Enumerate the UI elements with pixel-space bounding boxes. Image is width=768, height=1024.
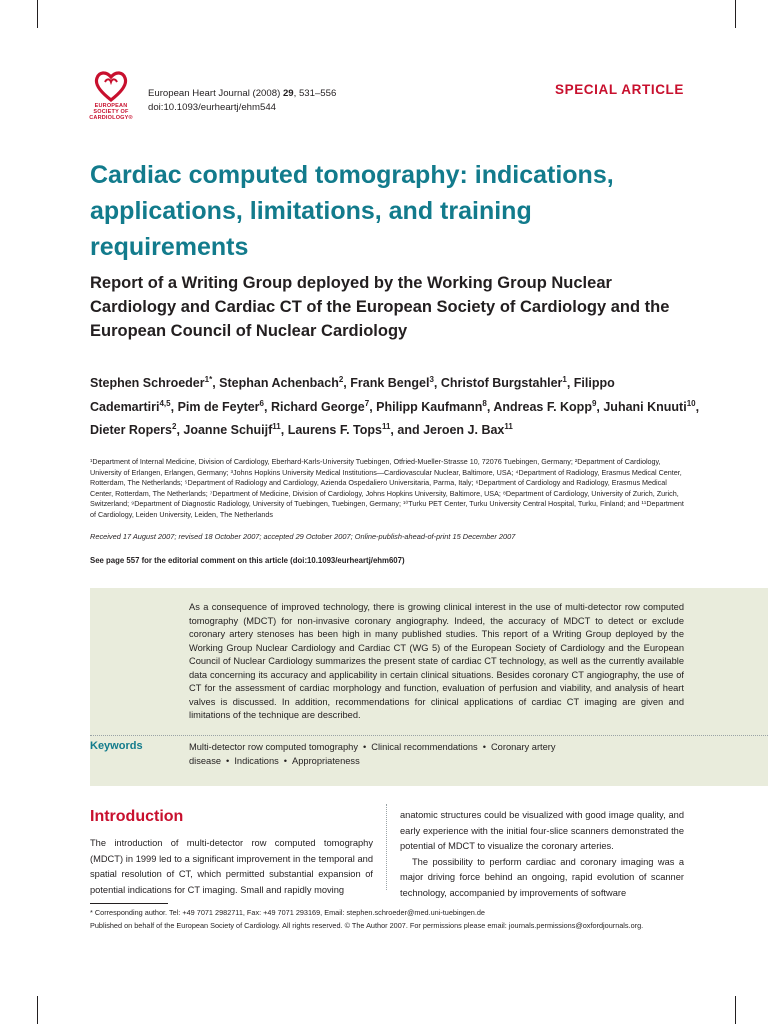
author-affiliation-marker: 1 bbox=[562, 375, 567, 384]
author-list: Stephen Schroeder$^{1*}$, Stephan Achenbach$^2$, Frank Bengel$^3$, Christof Burgstahler$^1$, Filippo Cademartiri$^{4,5}$, Pim de Feyter$^6$, Richard George$^7$, Philipp Kaufmann$^8$, Andreas F. Kopp$^9$, Juhani Knuuti$^{10}$, Dieter Ropers$^2$, Joanne Schuijf$^{11}$, Laurens F. Tops$^{11}$, and Jeroen J. Bax$^{11}$ bbox=[90, 375, 700, 438]
citation-doi: doi:10.1093/eurheartj/ehm544 bbox=[148, 102, 277, 113]
publication-note: Published on behalf of the European Society of Cardiology. All rights reserved. © The Author 2007. For permissions please email: journals.permissions@oxfordjournals.org. bbox=[90, 921, 644, 930]
keyword-item: Coronary artery disease bbox=[189, 742, 556, 766]
received-dates: Received 17 August 2007; revised 18 October 2007; accepted 29 October 2007; Online-publish-ahead-of-print 15 December 2007 bbox=[90, 532, 516, 541]
article-title: Cardiac computed tomography: indications, applications, limitations, and training requirements bbox=[90, 161, 614, 261]
author-name: Pim de Feyter bbox=[177, 399, 260, 414]
introduction-right-column bbox=[400, 808, 684, 901]
keyword-item: Indications bbox=[234, 756, 279, 766]
author-affiliation-marker: 8 bbox=[482, 398, 487, 408]
author-affiliation-marker: 3 bbox=[429, 375, 434, 384]
author-affiliation-marker: 7 bbox=[364, 398, 370, 408]
author-name: Philipp Kaufmann bbox=[376, 399, 483, 414]
intro-paragraph: The possibility to perform cardiac and coronary imaging was a major driving force behind an ongoing, rapid evolution of scanner technology, accompanied by improvements of software bbox=[400, 856, 684, 898]
crop-mark-top-left bbox=[37, 0, 38, 28]
footnote-rule bbox=[90, 903, 168, 904]
journal-citation bbox=[148, 87, 336, 115]
author-affiliation-marker: 2 bbox=[338, 375, 344, 384]
logo-text: EUROPEAN SOCIETY OF CARDIOLOGY® bbox=[89, 103, 133, 121]
keyword-bullet-icon: • bbox=[226, 756, 230, 766]
editorial-note: See page 557 for the editorial comment on this article (doi:10.1093/eurheartj/ehm607) bbox=[90, 556, 405, 565]
author-name: Stephen Schroeder bbox=[90, 376, 205, 391]
keywords-list bbox=[189, 740, 684, 768]
keyword-bullet-icon: • bbox=[362, 742, 367, 752]
author-name: Andreas F. Kopp bbox=[493, 399, 592, 414]
column-divider bbox=[386, 804, 387, 890]
keyword-item: Appropriateness bbox=[292, 756, 360, 766]
section-label: SPECIAL ARTICLE bbox=[554, 82, 684, 97]
author-name: Filippo Cademartiri bbox=[90, 376, 615, 414]
crop-mark-top-right bbox=[735, 0, 736, 28]
keyword-item: Multi-detector row computed tomography bbox=[189, 742, 358, 752]
keywords-divider bbox=[90, 735, 768, 736]
crop-mark-bottom-left bbox=[37, 996, 38, 1024]
author-name: Juhani Knuuti bbox=[603, 399, 687, 414]
author-affiliation-marker: 10 bbox=[686, 398, 696, 408]
author-affiliation-marker: 1* bbox=[204, 375, 213, 384]
author-name: Dieter Ropers bbox=[90, 423, 172, 438]
author-affiliation-marker: 9 bbox=[591, 398, 597, 408]
citation-pages: , 531–556 bbox=[293, 88, 337, 99]
corresponding-author: * Corresponding author. Tel: +49 7071 2982711, Fax: +49 7071 293169, Email: stephen.schroeder@med.uni-tuebingen.de bbox=[90, 908, 485, 917]
author-name: Laurens F. Tops bbox=[287, 423, 382, 438]
keyword-bullet-icon: • bbox=[482, 742, 486, 752]
introduction-left-column bbox=[90, 836, 373, 898]
article-subtitle: Report of a Writing Group deployed by the Working Group Nuclear Cardiology and Cardiac CT of the European Society of Cardiology and the European Council of Nuclear Cardiology bbox=[90, 274, 670, 340]
heart-logo-icon bbox=[94, 70, 128, 102]
author-name: Joanne Schuijf bbox=[183, 423, 273, 438]
author-name: Stephan Achenbach bbox=[219, 376, 339, 391]
esc-logo bbox=[84, 70, 138, 121]
author-affiliation-marker: 11 bbox=[381, 422, 391, 432]
affiliations: ¹Department of Internal Medicine, Division of Cardiology, Eberhard-Karls-University Tuebingen, Otfried-Mueller-Strasse 10, 72076 Tuebingen, Germany; ²Department of Cardiology, University of Erlangen, Erlangen, Germany; ³Johns Hopkins University Medical Institutions—Cardiovascular Nuclear, Baltimore, USA; ⁴Department of Radiology, Erasmus Medical Center, Rotterdam, The Netherlands; ⁵Department of Radiology and Cardiology, Azienda Ospedaliero Universitaria, Parma, Italy; ⁶Department of Cardiology and Radiology, Erasmus Medical Center, Rotterdam, The Netherlands; ⁷Department of Medicine, Division of Cardiology, Johns Hopkins University, Baltimore, USA; ⁸Department of Cardiology, University of Zurich, Zurich, Switzerland; ⁹Department of Diagnostic Radiology, University of Tuebingen, Tuebingen, Germany; ¹⁰Turku PET Center, Turku University Central Hospital, Turku, Finland; and ¹¹Department of Cardiology, Leiden University, Leiden, The Netherlands bbox=[90, 457, 684, 519]
citation-volume: 29 bbox=[282, 88, 294, 99]
abstract-text: As a consequence of improved technology, there is growing clinical interest in the use of multi-detector row computed tomography (MDCT) for non-invasive coronary angiography. Indeed, the accuracy of MDCT to detect or exclude coronary artery stenoses has been high in many published studies. This report of a Writing Group deployed by the Working Group Nuclear Cardiology and Cardiac CT (WG 5) of the European Society of Cardiology and the European Council of Nuclear Cardiology summarizes the present state of cardiac CT technology, as well as the currently available data concerning its accuracy and applicability in certain clinical situations. Besides coronary CT angiography, the use of CT for the assessment of cardiac morphology and function, evaluation of perfusion and viability, and analysis of heart valves is discussed. In addition, recommendations for clinical applications of cardiac CT imaging are given and limitations of the technique are described. bbox=[189, 602, 684, 720]
keyword-item: Clinical recommendations bbox=[371, 742, 478, 752]
crop-mark-bottom-right bbox=[735, 996, 736, 1024]
author-name: Christof Burgstahler bbox=[440, 376, 563, 391]
author-name: Jeroen J. Bax bbox=[423, 423, 505, 438]
author-name: Richard George bbox=[270, 399, 365, 414]
author-name: Frank Bengel bbox=[350, 376, 430, 391]
author-affiliation-marker: 6 bbox=[259, 398, 264, 408]
keyword-bullet-icon: • bbox=[283, 756, 288, 766]
citation-prefix: European Heart Journal (2008) bbox=[148, 88, 283, 99]
keywords-label: Keywords bbox=[90, 740, 143, 752]
intro-paragraph: anatomic structures could be visualized with good image quality, and early experience with the initial four-slice scanners demonstrated the potential of MDCT to visualize the coronary arteries. bbox=[400, 810, 684, 851]
author-affiliation-marker: 2 bbox=[171, 422, 177, 432]
intro-paragraph: The introduction of multi-detector row computed tomography (MDCT) in 1999 led to a significant improvement in the temporal and spatial resolution of CT, which permitted substantial expansion of potential indications for CT imaging. Small and rapidly moving bbox=[90, 838, 373, 895]
author-affiliation-marker: 4,5 bbox=[159, 398, 171, 408]
footnotes bbox=[90, 906, 690, 932]
author-affiliation-marker: 11 bbox=[504, 422, 513, 432]
author-affiliation-marker: 11 bbox=[272, 422, 281, 432]
introduction-heading: Introduction bbox=[90, 808, 184, 825]
